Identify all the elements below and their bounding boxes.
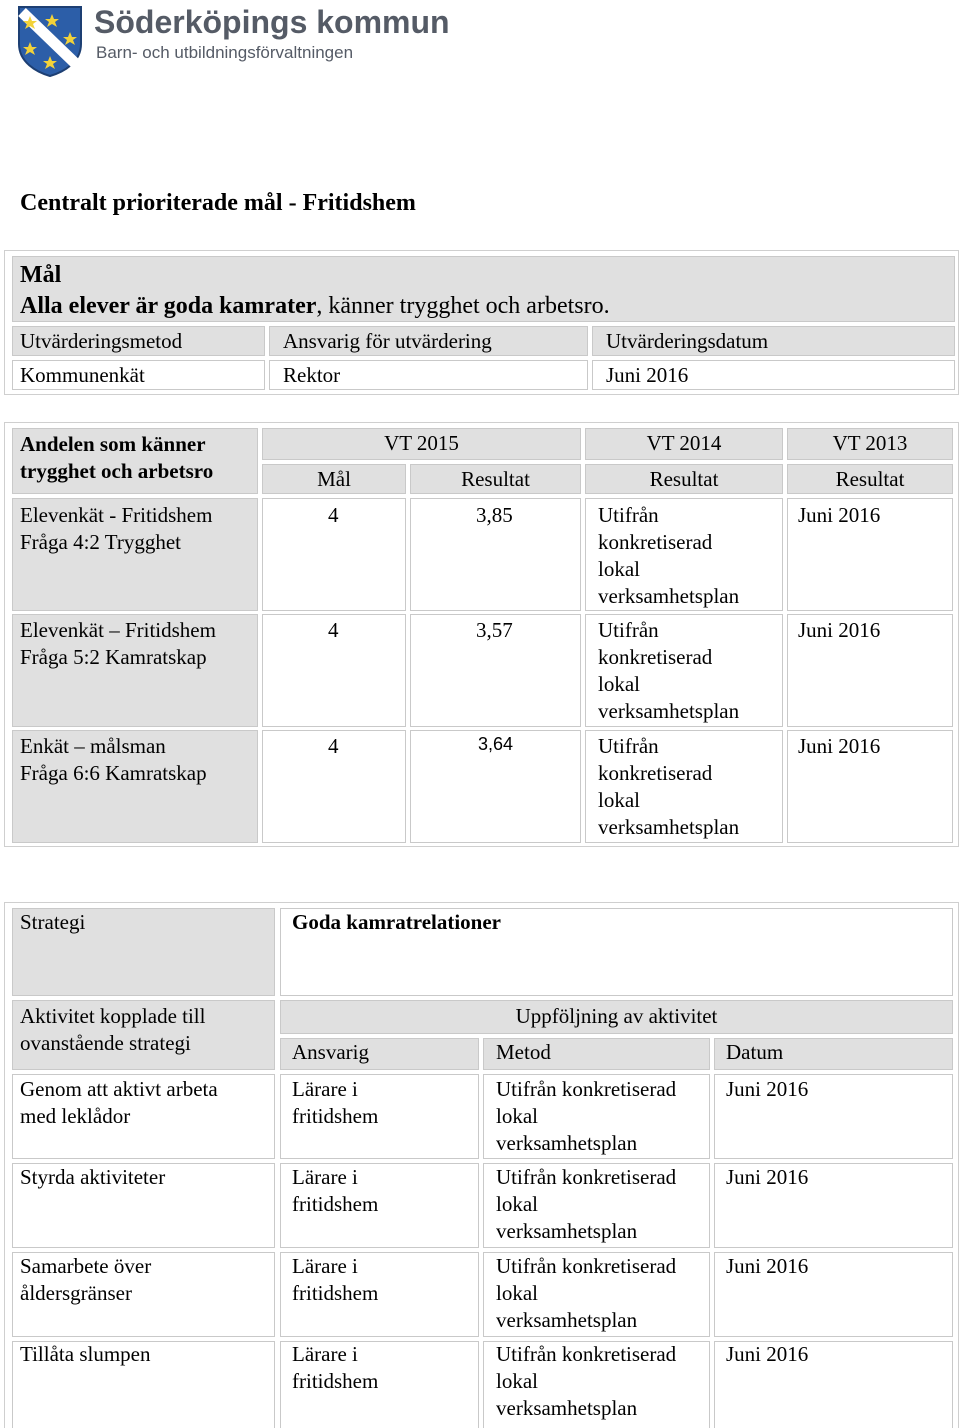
results-question-2: Elevenkät – Fritidshem Fråga 5:2 Kamratskap <box>20 618 216 669</box>
results-label: Andelen som känner trygghet och arbetsro <box>20 432 214 483</box>
goal-text-rest: , känner trygghet och arbetsro. <box>316 293 610 319</box>
activity1-date: Juni 2016 <box>726 1077 809 1101</box>
activity3-method: Utifrån konkretiserad lokal verksamhetsplan <box>496 1254 677 1332</box>
goal-heading: Mål <box>20 262 62 288</box>
activity4-responsible: Lärare i fritidshem <box>292 1342 379 1393</box>
col-responsible: Ansvarig <box>292 1040 369 1064</box>
coat-of-arms-logo <box>16 4 84 78</box>
goal-text-bold: Alla elever är goda kamrater <box>20 293 317 319</box>
activity2-method: Utifrån konkretiserad lokal verksamhetsplan <box>496 1165 677 1243</box>
activity4-name: Tillåta slumpen <box>20 1342 151 1366</box>
row2-result2015: 3,57 <box>476 618 513 642</box>
activity3-name: Samarbete över åldersgränser <box>20 1254 152 1305</box>
activity4-method: Utifrån konkretiserad lokal verksamhetsplan <box>496 1342 677 1420</box>
activity-label: Aktivitet kopplade till ovanstående strategi <box>20 1004 206 1055</box>
row2-result2013: Juni 2016 <box>798 618 881 642</box>
period-vt2015: VT 2015 <box>384 431 459 455</box>
dept-name: Barn- och utbildningsförvaltningen <box>96 43 354 62</box>
document-title: Centralt prioriterade mål - Fritidshem <box>20 190 416 216</box>
period-vt2014: VT 2014 <box>646 431 722 455</box>
eval-date-header: Utvärderingsdatum <box>606 329 769 353</box>
strategy-label: Strategi <box>20 910 86 934</box>
org-header <box>0 0 960 90</box>
eval-method-value: Kommunenkät <box>20 363 145 387</box>
eval-responsible-header: Ansvarig för utvärdering <box>283 329 492 353</box>
row1-result2014: Utifrån konkretiserad lokal verksamhetsplan <box>598 503 740 608</box>
row3-result2014: Utifrån konkretiserad lokal verksamhetsplan <box>598 734 740 839</box>
eval-date-value: Juni 2016 <box>606 363 689 387</box>
activity1-responsible: Lärare i fritidshem <box>292 1077 379 1128</box>
row1-result2013: Juni 2016 <box>798 503 881 527</box>
activity1-method: Utifrån konkretiserad lokal verksamhetsplan <box>496 1077 677 1155</box>
row2-result2014: Utifrån konkretiserad lokal verksamhetsplan <box>598 618 740 723</box>
strategy-value: Goda kamratrelationer <box>292 910 501 934</box>
row2-goal: 4 <box>328 618 339 642</box>
goal-text <box>20 291 610 321</box>
row3-result2015: 3,64 <box>478 734 514 754</box>
col-date: Datum <box>726 1040 784 1064</box>
activity2-date: Juni 2016 <box>726 1165 809 1189</box>
activity3-date: Juni 2016 <box>726 1254 809 1278</box>
row3-result2013: Juni 2016 <box>798 734 881 758</box>
col-method: Metod <box>496 1040 551 1064</box>
activity2-responsible: Lärare i fritidshem <box>292 1165 379 1216</box>
activity1-name: Genom att aktivt arbeta med leklådor <box>20 1077 218 1128</box>
eval-method-header: Utvärderingsmetod <box>20 329 183 353</box>
col-goal: Mål <box>317 467 351 491</box>
results-question-1: Elevenkät - Fritidshem Fråga 4:2 Trygghet <box>20 503 213 554</box>
col-result-2014: Resultat <box>649 467 719 491</box>
row1-result2015: 3,85 <box>476 503 513 527</box>
col-result-2013: Resultat <box>835 467 905 491</box>
eval-responsible-value: Rektor <box>283 363 341 387</box>
period-vt2013: VT 2013 <box>832 431 908 455</box>
org-name: Söderköpings kommun <box>94 4 450 40</box>
activity3-responsible: Lärare i fritidshem <box>292 1254 379 1305</box>
col-result-2015: Resultat <box>461 467 530 491</box>
row3-goal: 4 <box>328 734 339 758</box>
results-question-3: Enkät – målsman Fråga 6:6 Kamratskap <box>20 734 207 785</box>
row1-goal: 4 <box>328 503 339 527</box>
followup-header: Uppföljning av aktivitet <box>515 1004 718 1028</box>
activity2-name: Styrda aktiviteter <box>20 1165 166 1189</box>
activity4-date: Juni 2016 <box>726 1342 809 1366</box>
